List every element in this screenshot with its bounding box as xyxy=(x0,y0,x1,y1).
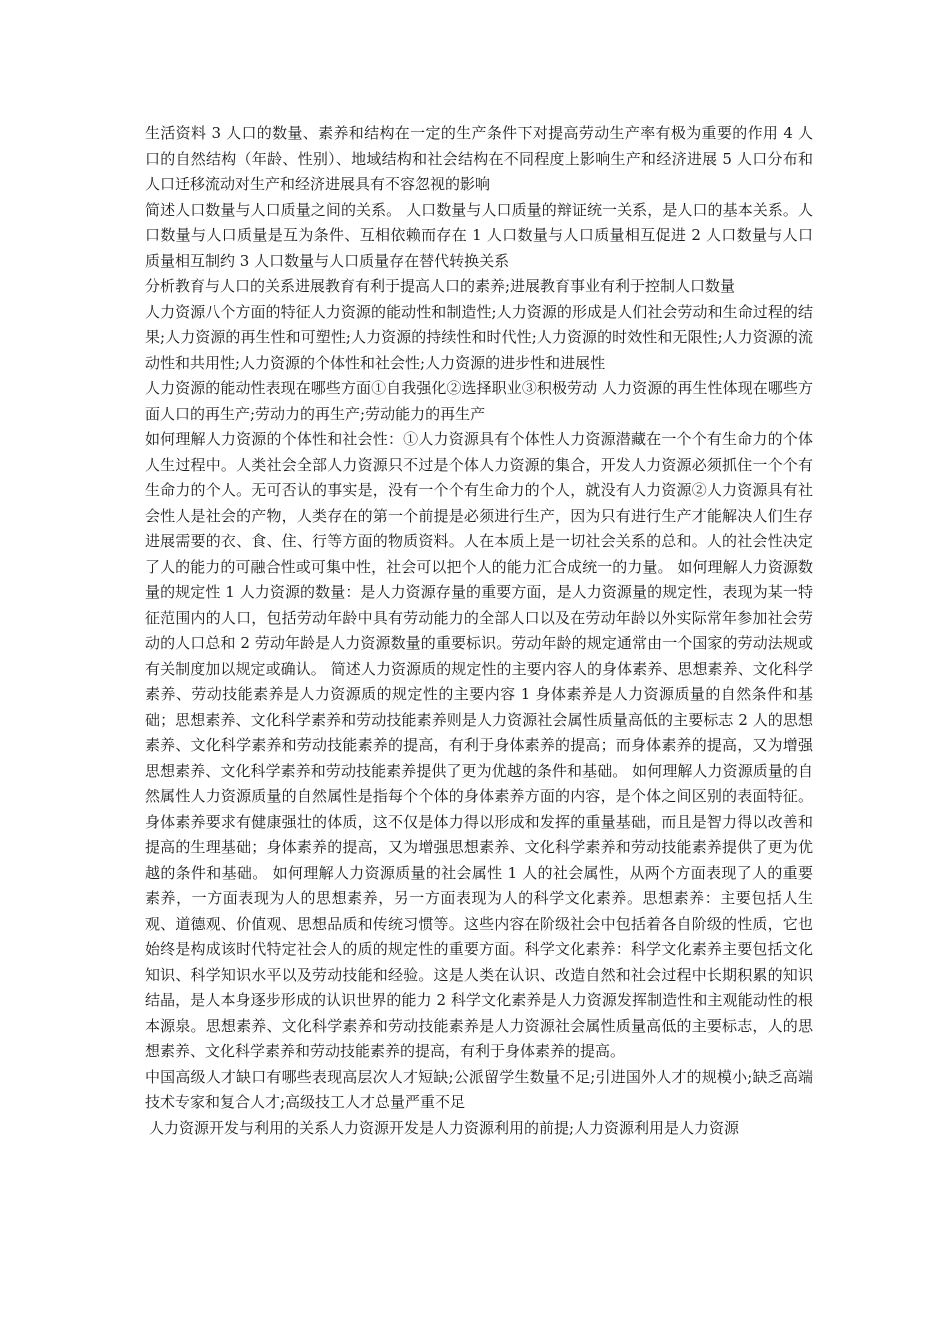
paragraph-development-utilization: 人力资源开发与利用的关系人力资源开发是人力资源利用的前提;人力资源利用是人力资源 xyxy=(149,1118,740,1137)
document-page xyxy=(145,121,813,1141)
paragraph-individuality-sociality: 如何理解人力资源的个体性和社会性：①人力资源具有个体性人力资源潜藏在一个个有生命力的个体人生过程中。人类社会全部人力资源只不过是个体人力资源的集合，开发人力资源必须抓住一个个有生命力的个人。无可否认的事实是，没有一个个有生命力的个人，就没有人力资源②人力资源具有社会性人是社会的产物，人类存在的第一个前提是必须进行生产，因为只有进行生产才能解决人们生存进展需要的衣、食、住、行等方面的物质资料。人在本质上是一切社会关系的总和。人的社会性决定了人的能力的可融合性或可集中性，社会可以把个人的能力汇合成统一的力量。 如何理解人力资源数量的规定性 1 人力资源的数量：是人力资源存量的重要方面，是人力资源量的规定性，表现为某一特征范围内的人口，包括劳动年龄中具有劳动能力的全部人口以及在劳动年龄以外实际常年参加社会劳动的人口总和 2 劳动年龄是人力资源数量的重要标识。劳动年龄的规定通常由一个国家的劳动法规或有关制度加以规定或确认。 简述人力资源质的规定性的主要内容人的身体素养、思想素养、文化科学素养、劳动技能素养是人力资源质的规定性的主要内容 1 身体素养是人力资源质量的自然条件和基础；思想素养、文化科学素养和劳动技能素养则是人力资源社会属性质量高低的主要标志 2 人的思想素养、文化科学素养和劳动技能素养的提高，有利于身体素养的提高；而身体素养的提高，又为增强思想素养、文化科学素养和劳动技能素养提供了更为优越的条件和基础。 如何理解人力资源质量的自然属性人力资源质量的自然属性是指每个个体的身体素养方面的内容，是个体之间区别的表面特征。身体素养要求有健康强壮的体质，这不仅是体力得以形成和发挥的重量基础，而且是智力得以改善和提高的生理基础；身体素养的提高，又为增强思想素养、文化科学素养和劳动技能素养提供了更为优越的条件和基础。 如何理解人力资源质量的社会属性 1 人的社会属性，从两个方面表现了人的重要素养，一方面表现为人的思想素养，另一方面表现为人的科学文化素养。思想素养：主要包括人生观、道德观、价值观、思想品质和传统习惯等。这些内容在阶级社会中包括着各自阶级的性质，它也始终是构成该时代特定社会人的质的规定性的重要方面。科学文化素养：科学文化素养主要包括文化知识、科学知识水平以及劳动技能和经验。这是人类在认识、改造自然和社会过程中长期积累的知识结晶，是人本身逐步形成的认识世界的能力 2 科学文化素养是人力资源发挥制造性和主观能动性的根本源泉。思想素养、文化科学素养和劳动技能素养是人力资源社会属性质量高低的主要标志，人的思想素养、文化科学素养和劳动技能素养的提高，有利于身体素养的提高。 xyxy=(145,430,813,1060)
paragraph-initiative-regeneration: 人力资源的能动性表现在哪些方面①自我强化②选择职业③积极劳动 人力资源的再生性体现在哪些方面人口的再生产;劳动力的再生产;劳动能力的再生产 xyxy=(145,379,813,423)
paragraph-talent-shortage: 中国高级人才缺口有哪些表现高层次人才短缺;公派留学生数量不足;引进国外人才的规模小;缺乏高端技术专家和复合人才;高级技工人才总量严重不足 xyxy=(145,1067,813,1111)
paragraph-eight-features: 人力资源八个方面的特征人力资源的能动性和制造性;人力资源的形成是人们社会劳动和生命过程的结果;人力资源的再生性和可塑性;人力资源的持续性和时代性;人力资源的时效性和无限性;人力资源的流动性和共用性;人力资源的个体性和社会性;人力资源的进步性和进展性 xyxy=(145,302,813,372)
paragraph-quantity-quality: 简述人口数量与人口质量之间的关系。 人口数量与人口质量的辩证统一关系，是人口的基本关系。人口数量与人口质量是互为条件、互相依赖而存在 1 人口数量与人口质量相互促进 2 人口数量与人口质量相互制约 3 人口数量与人口质量存在替代转换关系 xyxy=(145,200,813,270)
paragraph-population-economy: 生活资料 3 人口的数量、素养和结构在一定的生产条件下对提高劳动生产率有极为重要的作用 4 人口的自然结构（年龄、性别）、地域结构和社会结构在不同程度上影响生产和经济进展 5 人口分布和人口迁移流动对生产和经济进展具有不容忽视的影响 xyxy=(145,124,813,193)
paragraph-education-population: 分析教育与人口的关系进展教育有利于提高人口的素养;进展教育事业有利于控制人口数量 xyxy=(145,277,736,295)
